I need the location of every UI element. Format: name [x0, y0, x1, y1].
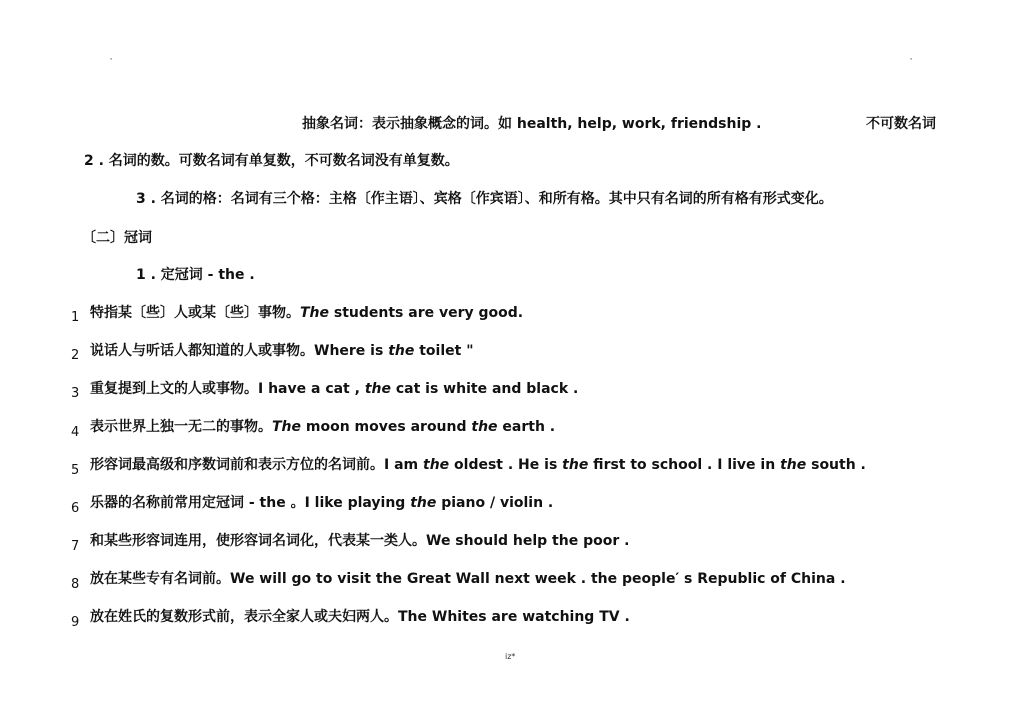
list-item [90, 379, 578, 399]
subsection-definite-article: 1 . 定冠词 - the . [136, 267, 255, 283]
item-text: 乐器的名称前常用定冠词 - the 。I like playing [90, 495, 411, 511]
item-number: 4 [71, 425, 80, 440]
item-example: earth . [497, 419, 556, 435]
item-text: 表示世界上独一无二的事物。 [90, 419, 272, 435]
item-number: 9 [71, 615, 80, 630]
corner-dot-right: · [910, 56, 913, 63]
item-text: 重复提到上文的人或事物。I have a cat , [90, 381, 365, 397]
item-example: moon moves around [301, 419, 472, 435]
item-example: first to school . I live in [588, 457, 781, 473]
uncountable-noun-note: 不可数名词 [866, 116, 936, 132]
page-footer-mark: iz* [505, 652, 516, 661]
article-the: The [272, 419, 302, 435]
item-number: 5 [71, 463, 80, 478]
item-text: 说话人与听话人都知道的人或事物。Where is [90, 343, 389, 359]
list-item [90, 303, 523, 323]
list-item [90, 569, 846, 589]
article-the: the [364, 381, 391, 397]
article-the: the [410, 495, 437, 511]
abstract-noun-line [302, 114, 761, 134]
item-text: 形容词最高级和序数词前和表示方位的名词前。I am [90, 457, 423, 473]
item-text: 特指某〔些〕人或某〔些〕事物。 [90, 305, 300, 321]
noun-number-line: 2 . 名词的数。可数名词有单复数，不可数名词没有单复数。 [84, 153, 459, 169]
list-item [90, 455, 866, 475]
corner-dot-left: · [110, 56, 113, 63]
item-text: 放在姓氏的复数形式前，表示全家人或夫妇两人。The Whites are watching TV . [90, 609, 630, 625]
list-item [90, 607, 630, 627]
abstract-noun-text: 抽象名词：表示抽象概念的词。如 health, help, work, friendship . [302, 116, 762, 132]
item-example: piano / violin . [436, 495, 554, 511]
item-number: 7 [71, 539, 80, 554]
article-the: the [423, 457, 450, 473]
article-the: The [300, 305, 330, 321]
section-heading-articles: 〔二〕冠词 [82, 230, 152, 246]
list-item [90, 417, 555, 437]
list-item [90, 341, 473, 361]
item-example: south . [806, 457, 866, 473]
article-the: the [388, 343, 415, 359]
item-example: students are very good. [329, 305, 524, 321]
article-the: the [471, 419, 498, 435]
article-the: the [562, 457, 589, 473]
list-item [90, 531, 629, 551]
item-number: 6 [71, 501, 80, 516]
item-text: 放在某些专有名词前。We will go to visit the Great Wall next week . the people′ s Republic of China . [90, 571, 846, 587]
item-text: 和某些形容词连用，使形容词名词化，代表某一类人。We should help the poor . [90, 533, 630, 549]
item-number: 1 [71, 310, 80, 325]
item-example: cat is white and black . [390, 381, 579, 397]
item-number: 3 [71, 386, 80, 401]
item-number: 8 [71, 577, 80, 592]
item-number: 2 [71, 348, 80, 363]
item-example: toilet " [414, 343, 474, 359]
item-example: oldest . He is [449, 457, 563, 473]
noun-case-line: 3 . 名词的格：名词有三个格：主格〔作主语〕、宾格〔作宾语〕、和所有格。其中只有名词的所有格有形式变化。 [136, 191, 833, 207]
list-item [90, 493, 553, 513]
article-the: the [780, 457, 807, 473]
